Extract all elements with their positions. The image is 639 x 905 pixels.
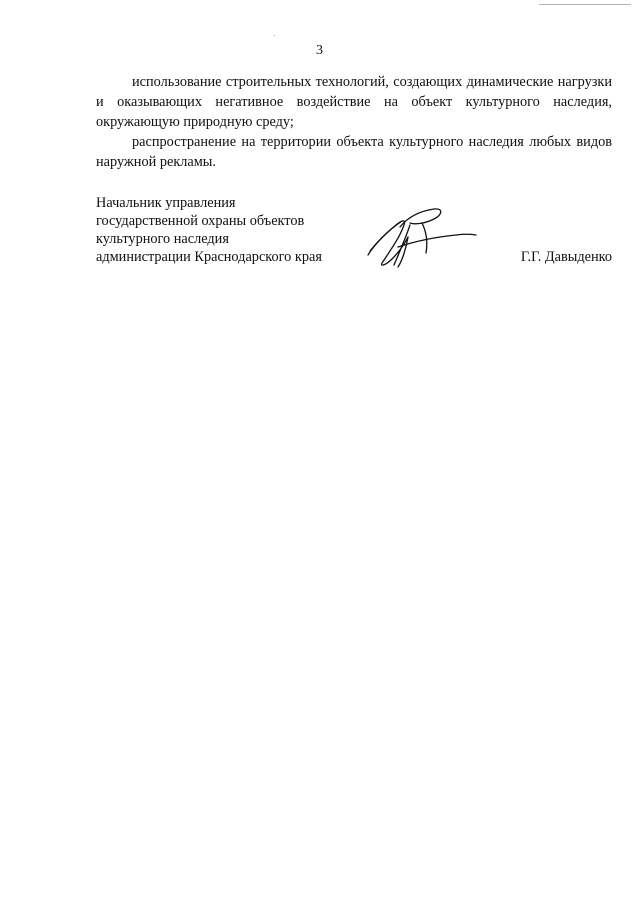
- signature-block: [96, 193, 612, 273]
- handwritten-signature: [364, 207, 480, 269]
- signer-name: Г.Г. Давыденко: [520, 249, 612, 265]
- signature-stroke-top-swirl: [400, 209, 441, 227]
- page-number: 3: [316, 43, 323, 58]
- signer-position-line-4: администрации Краснодарского края: [96, 249, 322, 265]
- signature-stroke-right-tail: [422, 223, 427, 253]
- signer-position-line-2: государственной охраны объектов: [96, 213, 305, 229]
- paragraph-construction-restriction: использование строительных технологий, создающих динамические нагрузки и оказывающих негативное воздействие на объект культурного наследия, окружающую природную среду;: [96, 74, 612, 130]
- signer-position-line-1: Начальник управления: [96, 195, 236, 211]
- signature-stroke-cross: [398, 234, 476, 247]
- paragraph-advertising-restriction: распространение на территории объекта культурного наследия любых видов наружной рекламы.: [96, 134, 612, 170]
- document-body: [96, 72, 612, 172]
- scan-edge-mark: [539, 4, 631, 5]
- scan-speck: [274, 35, 275, 36]
- signer-position-line-3: культурного наследия: [96, 231, 229, 247]
